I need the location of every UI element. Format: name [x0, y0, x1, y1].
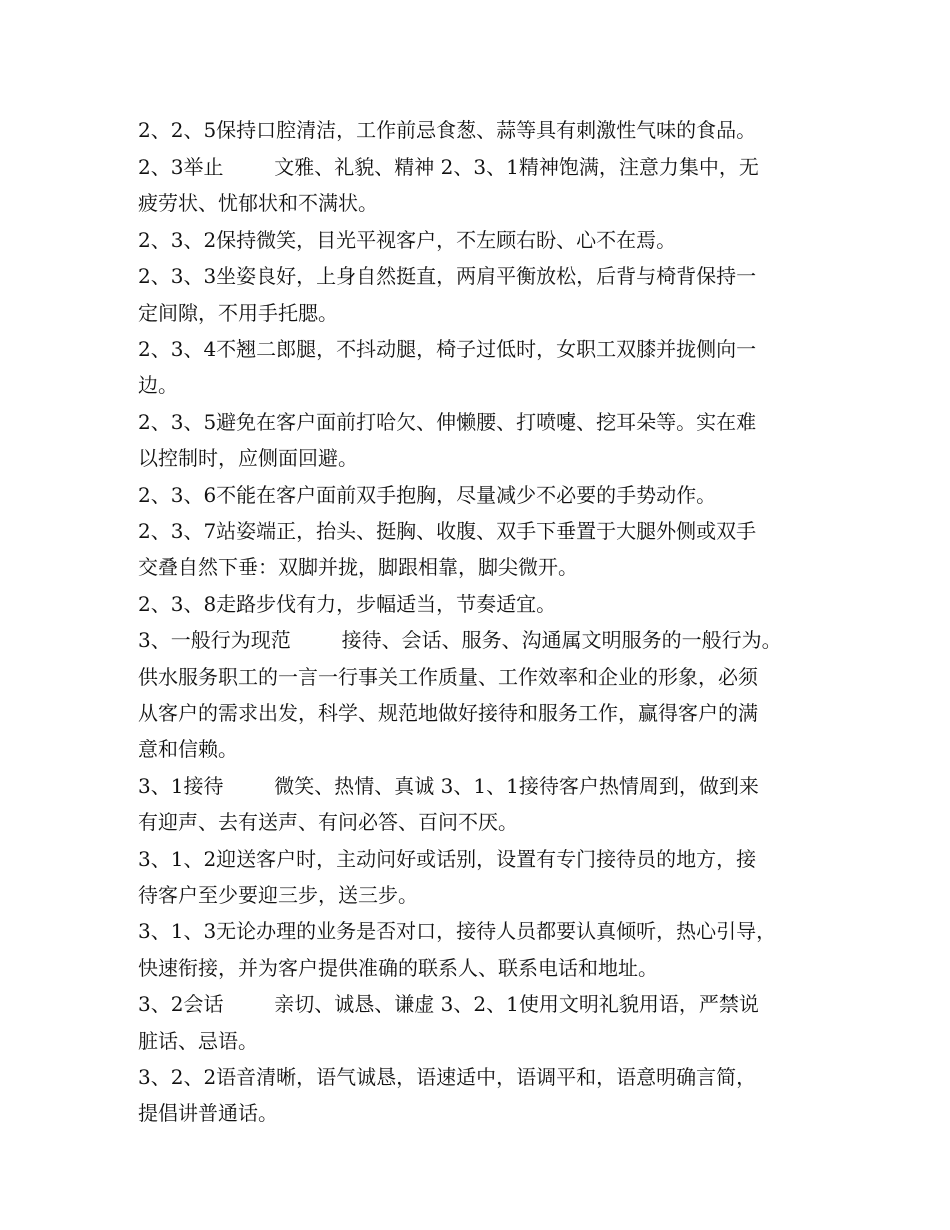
text-line: 3、1、2迎送客户时，主动问好或话别，设置有专门接待员的地方，接	[138, 847, 757, 871]
text-line: 2、3、7站姿端正，抬头、挺胸、收腹、双手下垂置于大腿外侧或双手	[138, 519, 757, 543]
text-line: 2、3、3坐姿良好，上身自然挺直，两肩平衡放松，后背与椅背保持一	[138, 264, 757, 288]
text-line: 3、一般行为现范 接待、会话、服务、沟通属文明服务的一般行为。	[138, 628, 782, 652]
text-line: 从客户的需求出发，科学、规范地做好接待和服务工作，赢得客户的满	[138, 701, 758, 725]
text-line: 快速衔接，并为客户提供准确的联系人、联系电话和地址。	[138, 956, 658, 980]
text-line: 疲劳状、忧郁状和不满状。	[138, 191, 378, 215]
text-line: 意和信赖。	[138, 737, 238, 761]
text-line: 脏话、忌语。	[138, 1029, 258, 1053]
text-line: 2、3、5避免在客户面前打哈欠、伸懒腰、打喷嚏、挖耳朵等。实在难	[138, 410, 757, 434]
text-line: 2、3、6不能在客户面前双手抱胸，尽量减少不必要的手势动作。	[138, 483, 717, 507]
text-line: 交叠自然下垂：双脚并拢，脚跟相靠，脚尖微开。	[138, 555, 578, 579]
text-line: 2、3举止 文雅、礼貌、精神 2、3、1精神饱满，注意力集中，无	[138, 155, 759, 179]
text-line: 2、3、2保持微笑，目光平视客户，不左顾右盼、心不在焉。	[138, 228, 677, 252]
text-line: 边。	[138, 373, 178, 397]
text-line: 提倡讲普通话。	[138, 1101, 278, 1125]
text-line: 3、2、2语音清晰，语气诚恳，语速适中，语调平和，语意明确言简，	[138, 1065, 757, 1089]
text-line: 2、3、8走路步伐有力，步幅适当，节奏适宜。	[138, 592, 557, 616]
text-line: 3、1接待 微笑、热情、真诚 3、1、1接待客户热情周到，做到来	[138, 774, 759, 798]
text-line: 2、2、5保持口腔清洁，工作前忌食葱、蒜等具有刺激性气味的食品。	[138, 118, 757, 142]
text-line: 定间隙，不用手托腮。	[138, 301, 338, 325]
text-line: 3、1、3无论办理的业务是否对口，接待人员都要认真倾听，热心引导，	[138, 919, 777, 943]
text-line: 3、2会话 亲切、诚恳、谦虚 3、2、1使用文明礼貌用语，严禁说	[138, 992, 759, 1016]
text-line: 有迎声、去有送声、有问必答、百问不厌。	[138, 810, 518, 834]
text-line: 供水服务职工的一言一行事关工作质量、工作效率和企业的形象，必须	[138, 665, 758, 689]
text-line: 待客户至少要迎三步，送三步。	[138, 883, 418, 907]
text-line: 以控制时，应侧面回避。	[138, 446, 358, 470]
text-line: 2、3、4不翘二郎腿，不抖动腿，椅子过低时，女职工双膝并拢侧向一	[138, 337, 757, 361]
